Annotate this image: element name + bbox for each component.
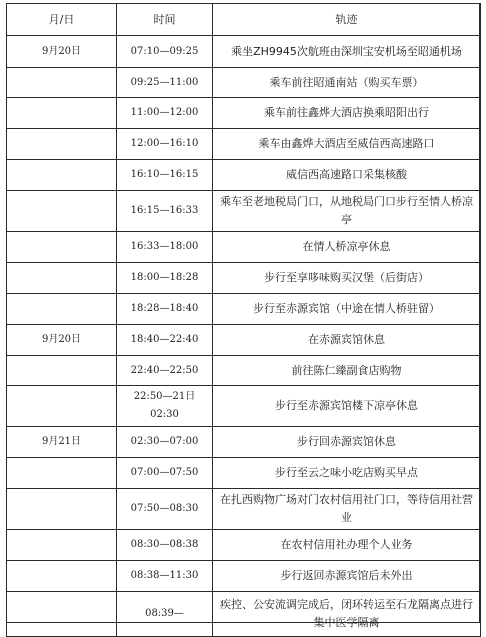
table-row bbox=[7, 356, 481, 386]
time-cell: 16:15—16:33 bbox=[117, 191, 213, 232]
time-cell: 22:40—22:50 bbox=[117, 356, 213, 386]
track-cell: 疾控、公安流调完成后，闭环转运至石龙隔离点进行集中医学隔离 bbox=[213, 592, 481, 637]
time-cell: 09:25—11:00 bbox=[117, 68, 213, 98]
time-cell: 08:30—08:38 bbox=[117, 530, 213, 561]
track-cell: 乘车由鑫烨大酒店至威信西高速路口 bbox=[213, 129, 481, 160]
track-cell: 乘车前往鑫烨大酒店换乘昭阳出行 bbox=[213, 98, 481, 129]
header-row bbox=[7, 4, 481, 36]
time-cell: 18:40—22:40 bbox=[117, 325, 213, 356]
table-row bbox=[7, 427, 481, 458]
table-row bbox=[7, 458, 481, 489]
track-cell: 步行至享哆味购买汉堡（后街店） bbox=[213, 263, 481, 294]
date-cell bbox=[7, 232, 117, 263]
date-cell bbox=[7, 98, 117, 129]
time-cell: 08:38—11:30 bbox=[117, 561, 213, 592]
date-cell bbox=[7, 263, 117, 294]
date-cell: 9月20日 bbox=[7, 325, 117, 356]
time-cell: 02:30—07:00 bbox=[117, 427, 213, 458]
time-cell: 18:00—18:28 bbox=[117, 263, 213, 294]
date-cell bbox=[7, 129, 117, 160]
date-cell: 9月21日 bbox=[7, 427, 117, 458]
time-cell: 08:39— bbox=[117, 592, 213, 637]
time-cell: 18:28—18:40 bbox=[117, 294, 213, 325]
track-cell: 步行至赤源宾馆楼下凉亭休息 bbox=[213, 386, 481, 427]
date-cell bbox=[7, 68, 117, 98]
date-cell: 9月20日 bbox=[7, 36, 117, 68]
track-cell: 在情人桥凉亭休息 bbox=[213, 232, 481, 263]
date-cell bbox=[7, 294, 117, 325]
date-cell bbox=[7, 561, 117, 592]
table-row bbox=[7, 191, 481, 232]
date-cell bbox=[7, 592, 117, 637]
table-row bbox=[7, 561, 481, 592]
time-cell: 11:00—12:00 bbox=[117, 98, 213, 129]
time-cell: 12:00—16:10 bbox=[117, 129, 213, 160]
date-cell bbox=[7, 458, 117, 489]
time-cell: 07:10—09:25 bbox=[117, 36, 213, 68]
table-row bbox=[7, 36, 481, 68]
date-cell bbox=[7, 530, 117, 561]
track-cell: 步行至赤源宾馆（中途在情人桥驻留） bbox=[213, 294, 481, 325]
table-row bbox=[7, 592, 481, 637]
date-cell bbox=[7, 191, 117, 232]
table-row bbox=[7, 68, 481, 98]
time-cell: 16:33—18:00 bbox=[117, 232, 213, 263]
header-time: 时间 bbox=[117, 4, 213, 36]
table-row bbox=[7, 530, 481, 561]
track-cell: 在赤源宾馆休息 bbox=[213, 325, 481, 356]
date-cell bbox=[7, 356, 117, 386]
date-cell bbox=[7, 386, 117, 427]
time-cell: 16:10—16:15 bbox=[117, 160, 213, 191]
header-date: 月/日 bbox=[7, 4, 117, 36]
itinerary-table bbox=[6, 3, 481, 637]
header-track: 轨迹 bbox=[213, 4, 481, 36]
track-cell: 在农村信用社办理个人业务 bbox=[213, 530, 481, 561]
track-cell: 乘坐ZH9945次航班由深圳宝安机场至昭通机场 bbox=[213, 36, 481, 68]
table-row bbox=[7, 160, 481, 191]
table-row bbox=[7, 325, 481, 356]
track-cell: 步行返回赤源宾馆后未外出 bbox=[213, 561, 481, 592]
track-cell: 乘车至老地税局门口，从地税局门口步行至情人桥凉亭 bbox=[213, 191, 481, 232]
track-cell: 在扎西购物广场对门农村信用社门口，等待信用社营业 bbox=[213, 489, 481, 530]
track-cell: 步行至云之味小吃店购买早点 bbox=[213, 458, 481, 489]
time-cell: 22:50—21日02:30 bbox=[117, 386, 213, 427]
table-row bbox=[7, 489, 481, 530]
time-cell: 07:00—07:50 bbox=[117, 458, 213, 489]
track-cell: 威信西高速路口采集核酸 bbox=[213, 160, 481, 191]
table-row bbox=[7, 232, 481, 263]
time-cell: 07:50—08:30 bbox=[117, 489, 213, 530]
table-row bbox=[7, 386, 481, 427]
table-row bbox=[7, 294, 481, 325]
table-row bbox=[7, 129, 481, 160]
date-cell bbox=[7, 160, 117, 191]
date-cell bbox=[7, 489, 117, 530]
track-cell: 乘车前往昭通南站（购买车票） bbox=[213, 68, 481, 98]
table-row bbox=[7, 98, 481, 129]
track-cell: 前往陈仁臻副食店购物 bbox=[213, 356, 481, 386]
track-cell: 步行回赤源宾馆休息 bbox=[213, 427, 481, 458]
table-row bbox=[7, 263, 481, 294]
